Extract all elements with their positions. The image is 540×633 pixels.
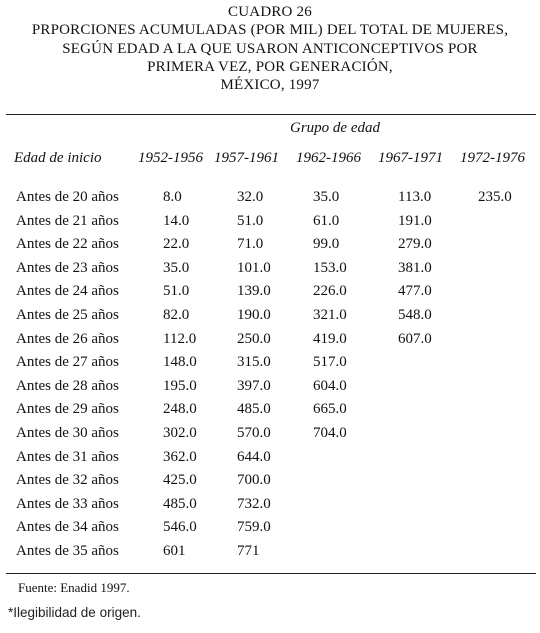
table-cell: 477.0 xyxy=(398,283,432,300)
column-header: 1957-1961 xyxy=(214,150,279,166)
row-label: Antes de 35 años xyxy=(16,543,119,559)
table-cell: 82.0 xyxy=(163,307,190,323)
row-label: Antes de 24 años xyxy=(16,283,119,300)
table-title-line-1: PRPORCIONES ACUMULADAS (POR MIL) DEL TOTAL DE MUJERES, xyxy=(31,22,509,38)
table-cell: 51.0 xyxy=(237,212,264,229)
table-cell: 548.0 xyxy=(398,307,432,323)
table-cell: 700.0 xyxy=(237,472,271,489)
table-cell: 8.0 xyxy=(163,189,182,205)
table-cell: 704.0 xyxy=(313,425,347,441)
row-label: Antes de 31 años xyxy=(16,448,119,465)
table-cell: 250.0 xyxy=(237,330,271,347)
table-cell: 14.0 xyxy=(163,212,190,229)
table-cell: 191.0 xyxy=(398,212,432,229)
row-label: Antes de 21 años xyxy=(16,212,119,229)
table-title-line-3: PRIMERA VEZ, POR GENERACIÓN, xyxy=(147,59,393,75)
row-label: Antes de 22 años xyxy=(16,236,119,253)
table-cell: 139.0 xyxy=(237,283,271,300)
column-header: 1967-1971 xyxy=(378,150,443,166)
table-cell: 485.0 xyxy=(237,401,271,418)
column-header: 1962-1966 xyxy=(296,150,361,166)
table-cell: 665.0 xyxy=(313,401,347,418)
table-cell: 35.0 xyxy=(163,259,190,276)
table-cell: 732.0 xyxy=(237,495,271,512)
table-cell: 22.0 xyxy=(163,236,190,253)
row-header: Edad de inicio xyxy=(14,150,102,166)
table-cell: 51.0 xyxy=(163,283,190,300)
row-label: Antes de 28 años xyxy=(16,377,119,394)
table-cell: 99.0 xyxy=(313,236,340,253)
table-title-line-2: SEGÚN EDAD A LA QUE USARON ANTICONCEPTIVOS POR xyxy=(62,41,478,57)
table-cell: 425.0 xyxy=(163,472,197,489)
table-cell: 61.0 xyxy=(313,212,340,229)
table-cell: 570.0 xyxy=(237,425,271,441)
row-label: Antes de 23 años xyxy=(16,259,119,276)
table-number: CUADRO 26 xyxy=(228,4,312,20)
row-label: Antes de 30 años xyxy=(16,425,119,441)
table-cell: 607.0 xyxy=(398,330,432,347)
table-cell: 113.0 xyxy=(398,189,432,205)
table-cell: 485.0 xyxy=(163,495,197,512)
table-cell: 644.0 xyxy=(237,448,271,465)
table-cell: 195.0 xyxy=(163,377,197,394)
table-title-line-4: MÉXICO, 1997 xyxy=(220,77,320,93)
table-cell: 771 xyxy=(237,543,260,559)
column-header: 1952-1956 xyxy=(138,150,203,166)
table-cell: 190.0 xyxy=(237,307,271,323)
table-cell: 235.0 xyxy=(478,189,512,205)
table-cell: 101.0 xyxy=(237,259,271,276)
source-note: Fuente: Enadid 1997. xyxy=(18,580,130,595)
row-label: Antes de 32 años xyxy=(16,472,119,489)
row-label: Antes de 26 años xyxy=(16,330,119,347)
row-label: Antes de 20 años xyxy=(16,189,119,205)
table-cell: 419.0 xyxy=(313,330,347,347)
table-cell: 71.0 xyxy=(237,236,264,253)
bottom-rule xyxy=(6,573,536,574)
table-cell: 397.0 xyxy=(237,377,271,394)
footnote: *Ilegibilidad de origen. xyxy=(8,605,141,620)
row-label: Antes de 29 años xyxy=(16,401,119,418)
table-cell: 381.0 xyxy=(398,259,432,276)
table-cell: 302.0 xyxy=(163,425,197,441)
top-rule xyxy=(6,114,536,115)
group-header: Grupo de edad xyxy=(290,120,380,136)
row-label: Antes de 33 años xyxy=(16,495,119,512)
table-cell: 226.0 xyxy=(313,283,347,300)
table-cell: 759.0 xyxy=(237,519,271,536)
table-cell: 153.0 xyxy=(313,259,347,276)
row-label: Antes de 34 años xyxy=(16,519,119,536)
table-cell: 35.0 xyxy=(313,189,340,205)
column-header: 1972-1976 xyxy=(460,150,525,166)
table-cell: 248.0 xyxy=(163,401,197,418)
table-cell: 604.0 xyxy=(313,377,347,394)
table-cell: 279.0 xyxy=(398,236,432,253)
table-cell: 32.0 xyxy=(237,189,264,205)
table-cell: 315.0 xyxy=(237,354,271,371)
row-label: Antes de 27 años xyxy=(16,354,119,371)
table-cell: 546.0 xyxy=(163,519,197,536)
table-cell: 148.0 xyxy=(163,354,197,371)
row-label: Antes de 25 años xyxy=(16,307,119,323)
table-cell: 601 xyxy=(163,543,186,559)
table-cell: 321.0 xyxy=(313,307,347,323)
table-cell: 362.0 xyxy=(163,448,197,465)
table-cell: 112.0 xyxy=(163,330,197,347)
table-cell: 517.0 xyxy=(313,354,347,371)
